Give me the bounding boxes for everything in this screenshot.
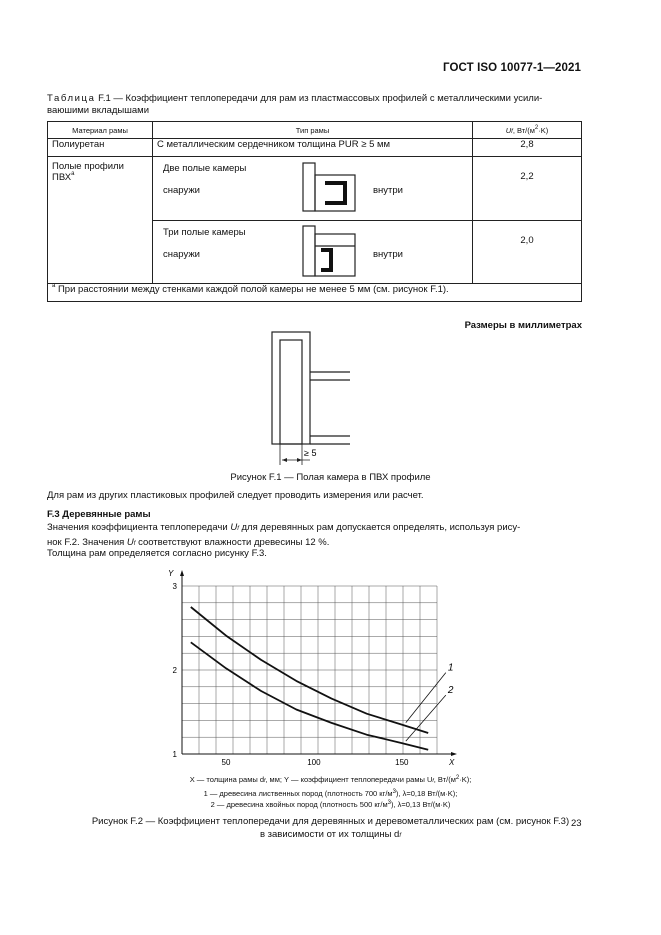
type-title: Две полые камеры — [163, 163, 247, 174]
series-label-leader — [406, 695, 446, 741]
cell-material: Полиуретан — [48, 139, 153, 157]
outside-label: снаружи — [163, 185, 200, 196]
page-number: 23 — [571, 818, 582, 829]
table-row — [48, 157, 582, 221]
y-axis-label: Y — [168, 569, 174, 578]
cell-type — [153, 157, 473, 221]
paragraph: Толщина рам определяется согласно рисунку F.3. — [47, 548, 267, 559]
units-note: Размеры в миллиметрах — [464, 320, 582, 331]
three-chamber-profile-drawing — [301, 224, 361, 280]
series-line-2 — [191, 642, 428, 750]
u-value-table — [47, 121, 582, 302]
x-tick-label: 100 — [307, 758, 321, 767]
section-title: F.3 Деревянные рамы — [47, 509, 151, 520]
outside-label: снаружи — [163, 249, 200, 260]
y-tick-label: 3 — [172, 582, 177, 591]
table-footnote: $^а$ При расстоянии между стенками каждой полой камеры не менее 5 мм (см. рисунок F.1). — [48, 284, 582, 302]
cell-value: 2,8 — [473, 139, 582, 157]
legend-line-1: 1 — древесина лиственных пород (плотность 700 $кг/м^3$), λ=0,18 Вт/(м·K); — [203, 788, 458, 798]
series-label: 1 — [447, 662, 454, 674]
paragraph: Для рам из других пластиковых профилей следует проводить измерения или расчет. — [47, 490, 424, 501]
legend-line-axes: X — толщина рамы df, мм; Y — коэффициент теплопередачи рамы Uf, $Вт/(м^2\cdot K)$; — [189, 775, 472, 784]
inside-label: внутри — [373, 249, 403, 260]
inside-label: внутри — [373, 185, 403, 196]
col-u: Uf, $Вт/(м^2\cdot K)$ — [473, 122, 582, 139]
table-caption-text: F.1 — Коэффициент теплопередачи для рам из пластмассовых профилей с металлическими усили-ваюшими вкладышами — [47, 93, 543, 116]
dimension-label: ≥ 5 — [304, 448, 317, 458]
table-row — [48, 139, 582, 157]
y-tick-label: 2 — [172, 666, 177, 675]
x-tick-label: 50 — [221, 758, 231, 767]
table-header-row — [48, 122, 582, 139]
type-title: Три полые камеры — [163, 227, 246, 238]
figure-f2-caption: Рисунок F.2 — Коэффициент теплопередачи для деревянных и деревометаллических рам (см. рисунок F.3) в зависимости от их толщины df — [91, 816, 570, 840]
cell-value: 2,2 — [473, 157, 582, 221]
cell-type — [153, 221, 473, 284]
figure-f1-caption: Рисунок F.1 — Полая камера в ПВХ профиле — [230, 472, 431, 483]
x-axis-arrow — [451, 752, 457, 756]
standard-header: ГОСТ ISO 10077-1—2021 — [443, 62, 581, 74]
col-material: Материал рамы — [48, 122, 153, 139]
table-caption — [47, 93, 582, 117]
table-footnote-row — [48, 284, 582, 302]
cell-type: С металлическим сердечником толщина PUR ≥ 5 мм — [153, 139, 473, 157]
x-axis-label: X — [449, 758, 455, 767]
figure-f2-chart — [150, 560, 480, 770]
x-tick-label: 150 — [395, 758, 409, 767]
series-label: 2 — [447, 685, 454, 697]
y-tick-label: 1 — [172, 750, 177, 759]
table-caption-prefix: Таблица — [47, 93, 96, 104]
figure-f2-legend — [0, 774, 661, 811]
legend-line-2: 2 — древесина хвойных пород (плотность 500 $кг/м^3$), λ=0,13 Вт/(м·K) — [210, 800, 451, 809]
figure-f1-drawing — [260, 328, 400, 468]
y-axis-arrow — [180, 570, 184, 576]
col-type: Тип рамы — [153, 122, 473, 139]
two-chamber-profile-drawing — [301, 161, 361, 215]
cell-material: Полые профили $ПВХ^а$ — [48, 157, 153, 284]
series-label-leader — [406, 673, 446, 723]
cell-value: 2,0 — [473, 221, 582, 284]
paragraph: Значения коэффициента теплопередачи Uf для деревянных рам допускается определять, используя рису- нок F.2. Значения Uf соответствуют влажности древесины 12 %. — [47, 522, 521, 548]
